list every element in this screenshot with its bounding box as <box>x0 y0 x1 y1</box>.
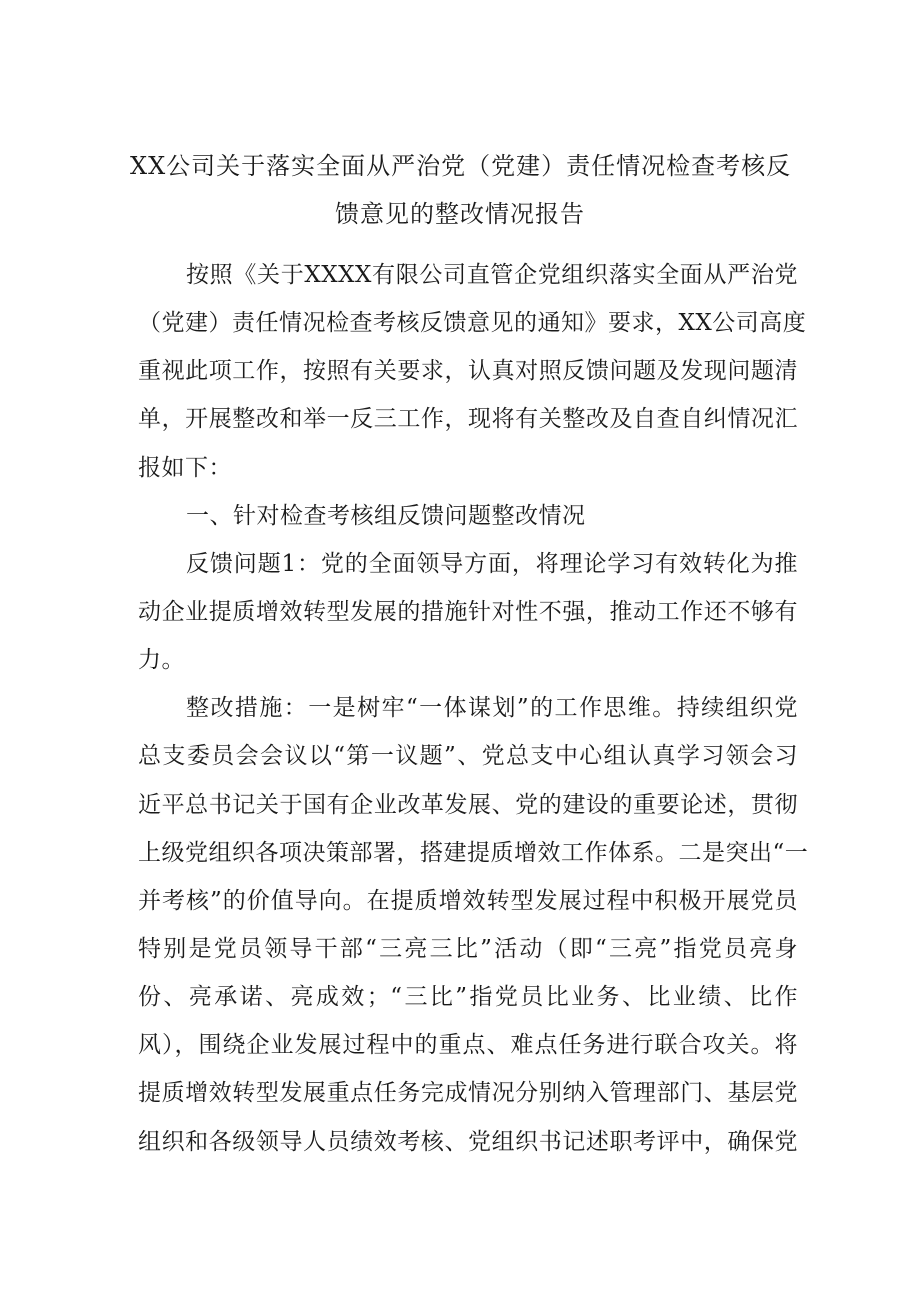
paragraph-line: 近平总书记关于国有企业改革发展、党的建设的重要论述，贯彻 <box>138 791 798 818</box>
document-title-line-2: 馈意见的整改情况报告 <box>335 200 585 228</box>
paragraph-line: 重视此项工作，按照有关要求，认真对照反馈问题及发现问题清 <box>138 358 798 385</box>
paragraph-line: 风），围绕企业发展过程中的重点、难点任务进行联合攻关。将 <box>138 1032 798 1059</box>
document-title-line-1: XX公司关于落实全面从严治党（党建）责任情况检查考核反 <box>130 152 792 180</box>
paragraph-line: 按照《关于XXXX有限公司直管企党组织落实全面从严治党 <box>186 262 798 288</box>
paragraph-line: 上级党组织各项决策部署，搭建提质增效工作体系。二是突出“一 <box>138 839 809 866</box>
paragraph-line: 提质增效转型发展重点任务完成情况分别纳入管理部门、基层党 <box>138 1080 798 1107</box>
document-body <box>138 251 809 1166</box>
paragraph-line: 特别是党员领导干部“三亮三比”活动（即“三亮”指党员亮身 <box>138 935 798 962</box>
paragraph-line: 并考核”的价值导向。在提质增效转型发展过程中积极开展党员 <box>138 887 798 914</box>
paragraph-line: 份、亮承诺、亮成效；“三比”指党员比业务、比业绩、比作 <box>138 984 798 1011</box>
paragraph-line: 单，开展整改和举一反三工作，现将有关整改及自查自纠情况汇 <box>138 406 798 433</box>
paragraph-line: 组织和各级领导人员绩效考核、党组织书记述职考评中，确保党 <box>138 1128 798 1155</box>
paragraph-line: 力。 <box>138 647 185 674</box>
paragraph-line: 反馈问题1：党的全面领导方面，将理论学习有效转化为推 <box>186 550 798 577</box>
section-heading: 一、针对检查考核组反馈问题整改情况 <box>186 502 586 529</box>
paragraph-line: 总支委员会会议以“第一议题”、党总支中心组认真学习领会习 <box>138 743 798 770</box>
paragraph-line: 报如下： <box>138 454 232 481</box>
paragraph-line: （党建）责任情况检查考核反馈意见的通知》要求，XX公司高度 <box>138 310 807 337</box>
paragraph-line: 整改措施：一是树牢“一体谋划”的工作思维。持续组织党 <box>186 695 798 722</box>
paragraph-line: 动企业提质增效转型发展的措施针对性不强，推动工作还不够有 <box>138 598 798 625</box>
